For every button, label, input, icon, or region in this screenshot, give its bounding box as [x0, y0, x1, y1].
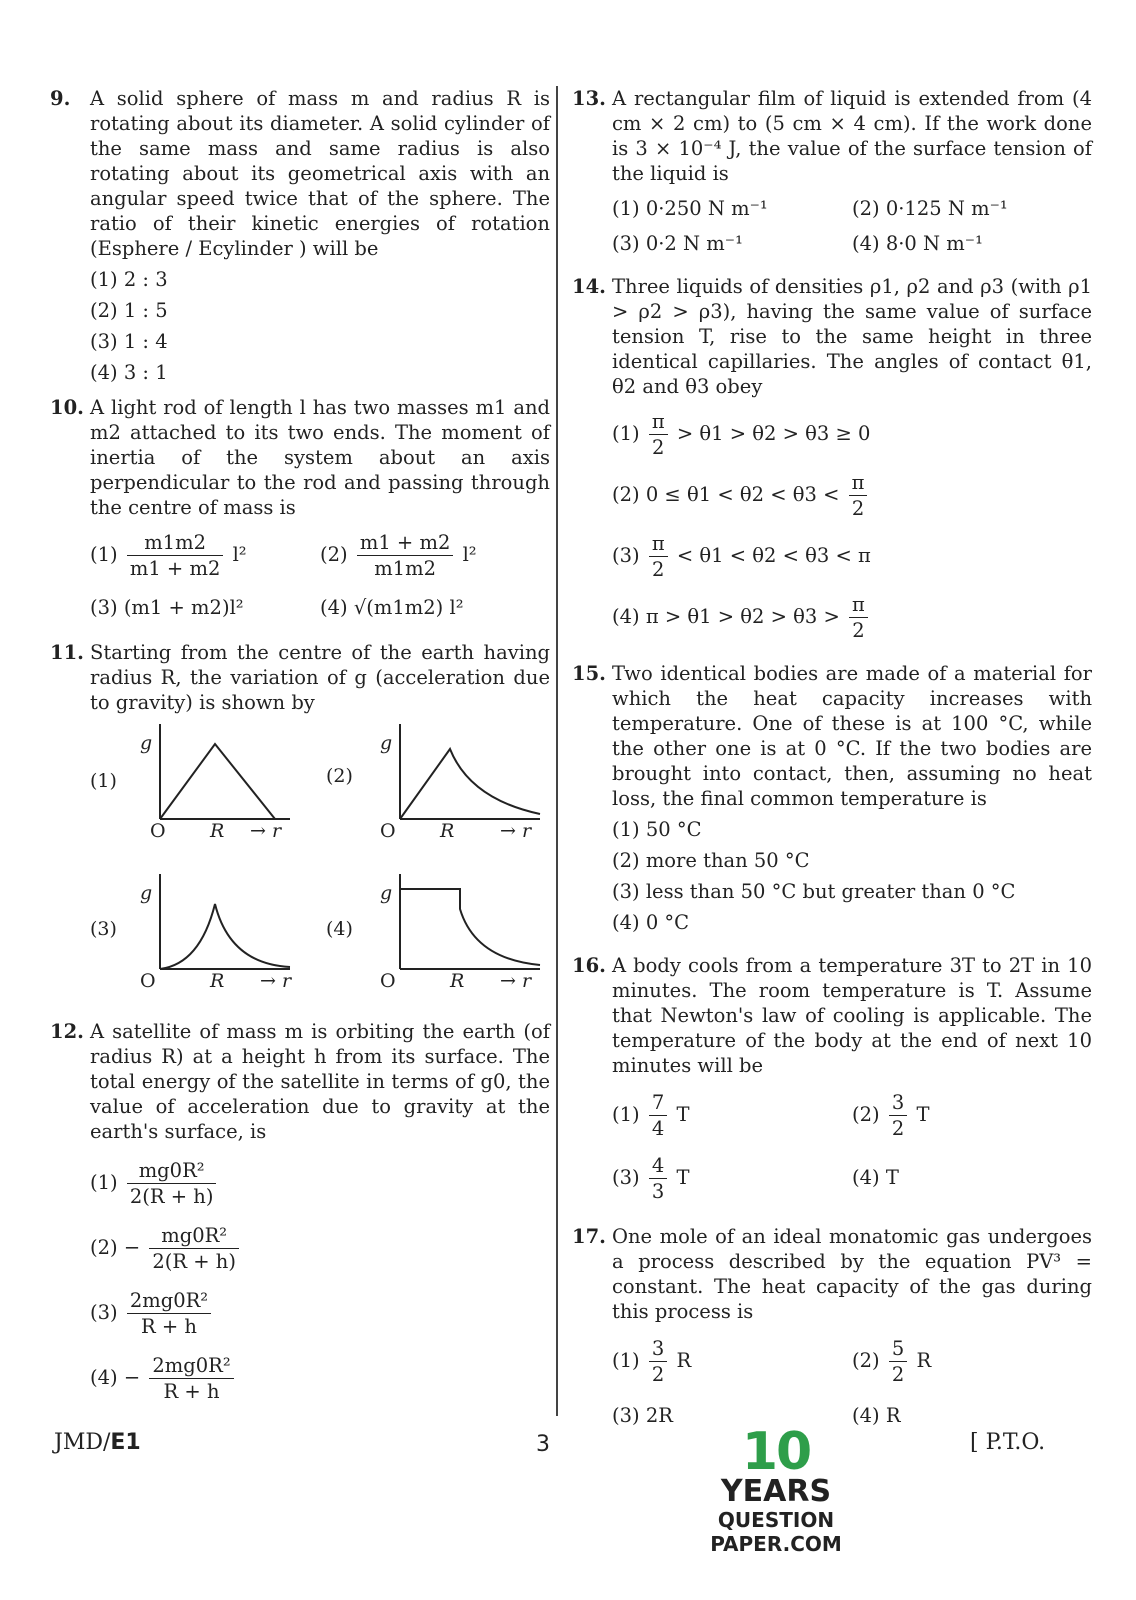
option-4: (4) R: [852, 1404, 901, 1427]
question-17: [572, 1224, 1092, 1428]
question-text: A solid sphere of mass m and radius R is rotating about its diameter. A solid cylinder of the same mass and same radius is also rotating about its geometrical axis with an angular speed twice that of the sphere. The ratio of their kinetic energies of rotation (Esphere / Ecylinder ) will be: [90, 87, 550, 260]
logo-site: QUESTION PAPER.COM: [710, 1508, 842, 1556]
option-4: (4) √(m1m2) l²: [320, 596, 464, 619]
question-11: [50, 640, 550, 1009]
question-number: 16.: [572, 954, 606, 977]
question-16: [572, 953, 1092, 1204]
origin: O: [380, 970, 396, 992]
question-number: 15.: [572, 662, 606, 685]
column-divider: [556, 86, 558, 1416]
question-13: [572, 86, 1092, 256]
question-number: 10.: [50, 396, 84, 419]
option-3: (3) 0·2 N m⁻¹: [612, 232, 743, 255]
option-1: (1) $\frac{7}{4}$ T: [612, 1091, 690, 1140]
axis-r: → r: [500, 820, 532, 842]
question-14: [572, 274, 1092, 643]
question-text: Starting from the centre of the earth having radius R, the variation of g (acceleration due to gravity) is shown by: [90, 641, 550, 714]
question-15: [572, 661, 1092, 935]
option-1: (1) $\frac{3}{2}$ R: [612, 1337, 692, 1386]
option-3: (3) less than 50 °C but greater than 0 °C: [612, 880, 1016, 903]
option-1: (1) 50 °C: [612, 818, 702, 841]
graph-2-label: (2): [326, 765, 353, 787]
logo-years: YEARS: [720, 1474, 832, 1509]
option-2: (2) 0·125 N m⁻¹: [852, 197, 1008, 220]
graph-4-label: (4): [326, 918, 353, 940]
pto-label: [ P.T.O.: [970, 1430, 1046, 1455]
site-logo: [656, 1422, 896, 1556]
option-4: (4) 3 : 1: [90, 361, 168, 384]
question-text: A rectangular film of liquid is extended from (4 cm × 2 cm) to (5 cm × 4 cm). If the work done is 3 × 10⁻⁴ J, the value of the surface tension of the liquid is: [612, 87, 1092, 185]
question-number: 13.: [572, 87, 606, 110]
origin: O: [380, 820, 396, 842]
option-2: (2) 1 : 5: [90, 299, 168, 322]
graph-options: [90, 719, 550, 1009]
option-3: (3) $\frac{\pi}{2}$ < θ1 < θ2 < θ3 < π: [612, 532, 871, 581]
option-4: (4) − $\frac{\text{2mg0R²}}{R + h}$: [90, 1353, 550, 1404]
option-3: (3) $\frac{4}{3}$ T: [612, 1154, 690, 1203]
option-2: (2) $\frac{5}{2}$ R: [852, 1337, 932, 1386]
origin: O: [140, 970, 156, 992]
option-3: (3) 1 : 4: [90, 330, 168, 353]
paper-code: JMD/E1: [54, 1430, 141, 1455]
option-2: (2) more than 50 °C: [612, 849, 810, 872]
right-column: [572, 86, 1092, 1438]
tick-R: R: [210, 970, 225, 992]
question-number: 17.: [572, 1225, 606, 1248]
page-number: 3: [536, 1432, 550, 1457]
option-4: (4) 8·0 N m⁻¹: [852, 232, 983, 255]
option-4: (4) 0 °C: [612, 911, 690, 934]
tick-R: R: [210, 820, 225, 842]
option-4: (4) π > θ1 > θ2 > θ3 > $\frac{\pi}{2}$: [612, 592, 1092, 643]
axis-g: g: [380, 732, 393, 754]
option-1: (1) 0·250 N m⁻¹: [612, 197, 768, 220]
graph-1-label: (1): [90, 770, 117, 792]
question-text: One mole of an ideal monatomic gas undergoes a process described by the equation PV³ = constant. The heat capacity of the gas during this process is: [612, 1225, 1092, 1323]
option-1: (1) $\frac{\pi}{2}$ > θ1 > θ2 > θ3 ≥ 0: [612, 410, 871, 459]
origin: O: [150, 820, 166, 842]
tick-R: R: [440, 820, 455, 842]
axis-r: → r: [260, 970, 292, 992]
option-2: (2) $\frac{3}{2}$ T: [852, 1091, 930, 1140]
option-2: (2) $\frac{m1 + m2}{m1m2}$ l²: [320, 531, 477, 580]
option-2: (2) − $\frac{\text{mg0R²}}{2(R + h)}$: [90, 1223, 550, 1274]
option-1: (1) 2 : 3: [90, 268, 168, 291]
question-text: A satellite of mass m is orbiting the earth (of radius R) at a height h from its surface. The total energy of the satellite in terms of g0, the value of acceleration due to gravity at the earth's surface, is: [90, 1020, 550, 1143]
option-3: (3) 2R: [612, 1404, 673, 1427]
graph-3-label: (3): [90, 918, 117, 940]
question-9: [50, 86, 550, 385]
tick-R: R: [450, 970, 465, 992]
question-text: A light rod of length l has two masses m1 and m2 attached to its two ends. The moment of inertia of the system about an axis perpendicular to the rod and passing through the centre of mass is: [90, 396, 550, 519]
question-number: 9.: [50, 87, 71, 110]
question-text: A body cools from a temperature 3T to 2T in 10 minutes. The room temperature is T. Assume that Newton's law of cooling is applicable. The temperature of the body at the end of next 10 minutes will be: [612, 954, 1092, 1077]
option-4: (4) T: [852, 1166, 899, 1189]
option-1: (1) $\frac{m1m2}{m1 + m2}$ l²: [90, 531, 247, 580]
axis-r: → r: [500, 970, 532, 992]
question-number: 11.: [50, 641, 84, 664]
axis-g: g: [140, 882, 153, 904]
option-3: (3) $\frac{\text{2mg0R²}}{R + h}$: [90, 1288, 550, 1339]
question-12: [50, 1019, 550, 1404]
question-10: [50, 395, 550, 620]
question-text: Three liquids of densities ρ1, ρ2 and ρ3 (with ρ1 > ρ2 > ρ3), having the same value of surface tension T, rise to the same height in three identical capillaries. The angles of contact θ1, θ2 and θ3 obey: [612, 275, 1092, 398]
option-1: (1) $\frac{\text{mg0R²}}{2(R + h)}$: [90, 1158, 550, 1209]
option-3: (3) (m1 + m2)l²: [90, 596, 244, 619]
left-column: [50, 86, 550, 1414]
question-number: 14.: [572, 275, 606, 298]
axis-g: g: [140, 732, 153, 754]
axis-g: g: [380, 882, 393, 904]
axis-r: → r: [250, 820, 282, 842]
logo-number: 10: [741, 1422, 811, 1482]
question-text: Two identical bodies are made of a material for which the heat capacity increases with temperature. One of these is at 100 °C, while the other one is at 0 °C. If the two bodies are brought into contact, then, assuming no heat loss, the final common temperature is: [612, 662, 1092, 810]
option-2: (2) 0 ≤ θ1 < θ2 < θ3 < $\frac{\pi}{2}$: [612, 470, 1092, 521]
question-number: 12.: [50, 1020, 84, 1043]
